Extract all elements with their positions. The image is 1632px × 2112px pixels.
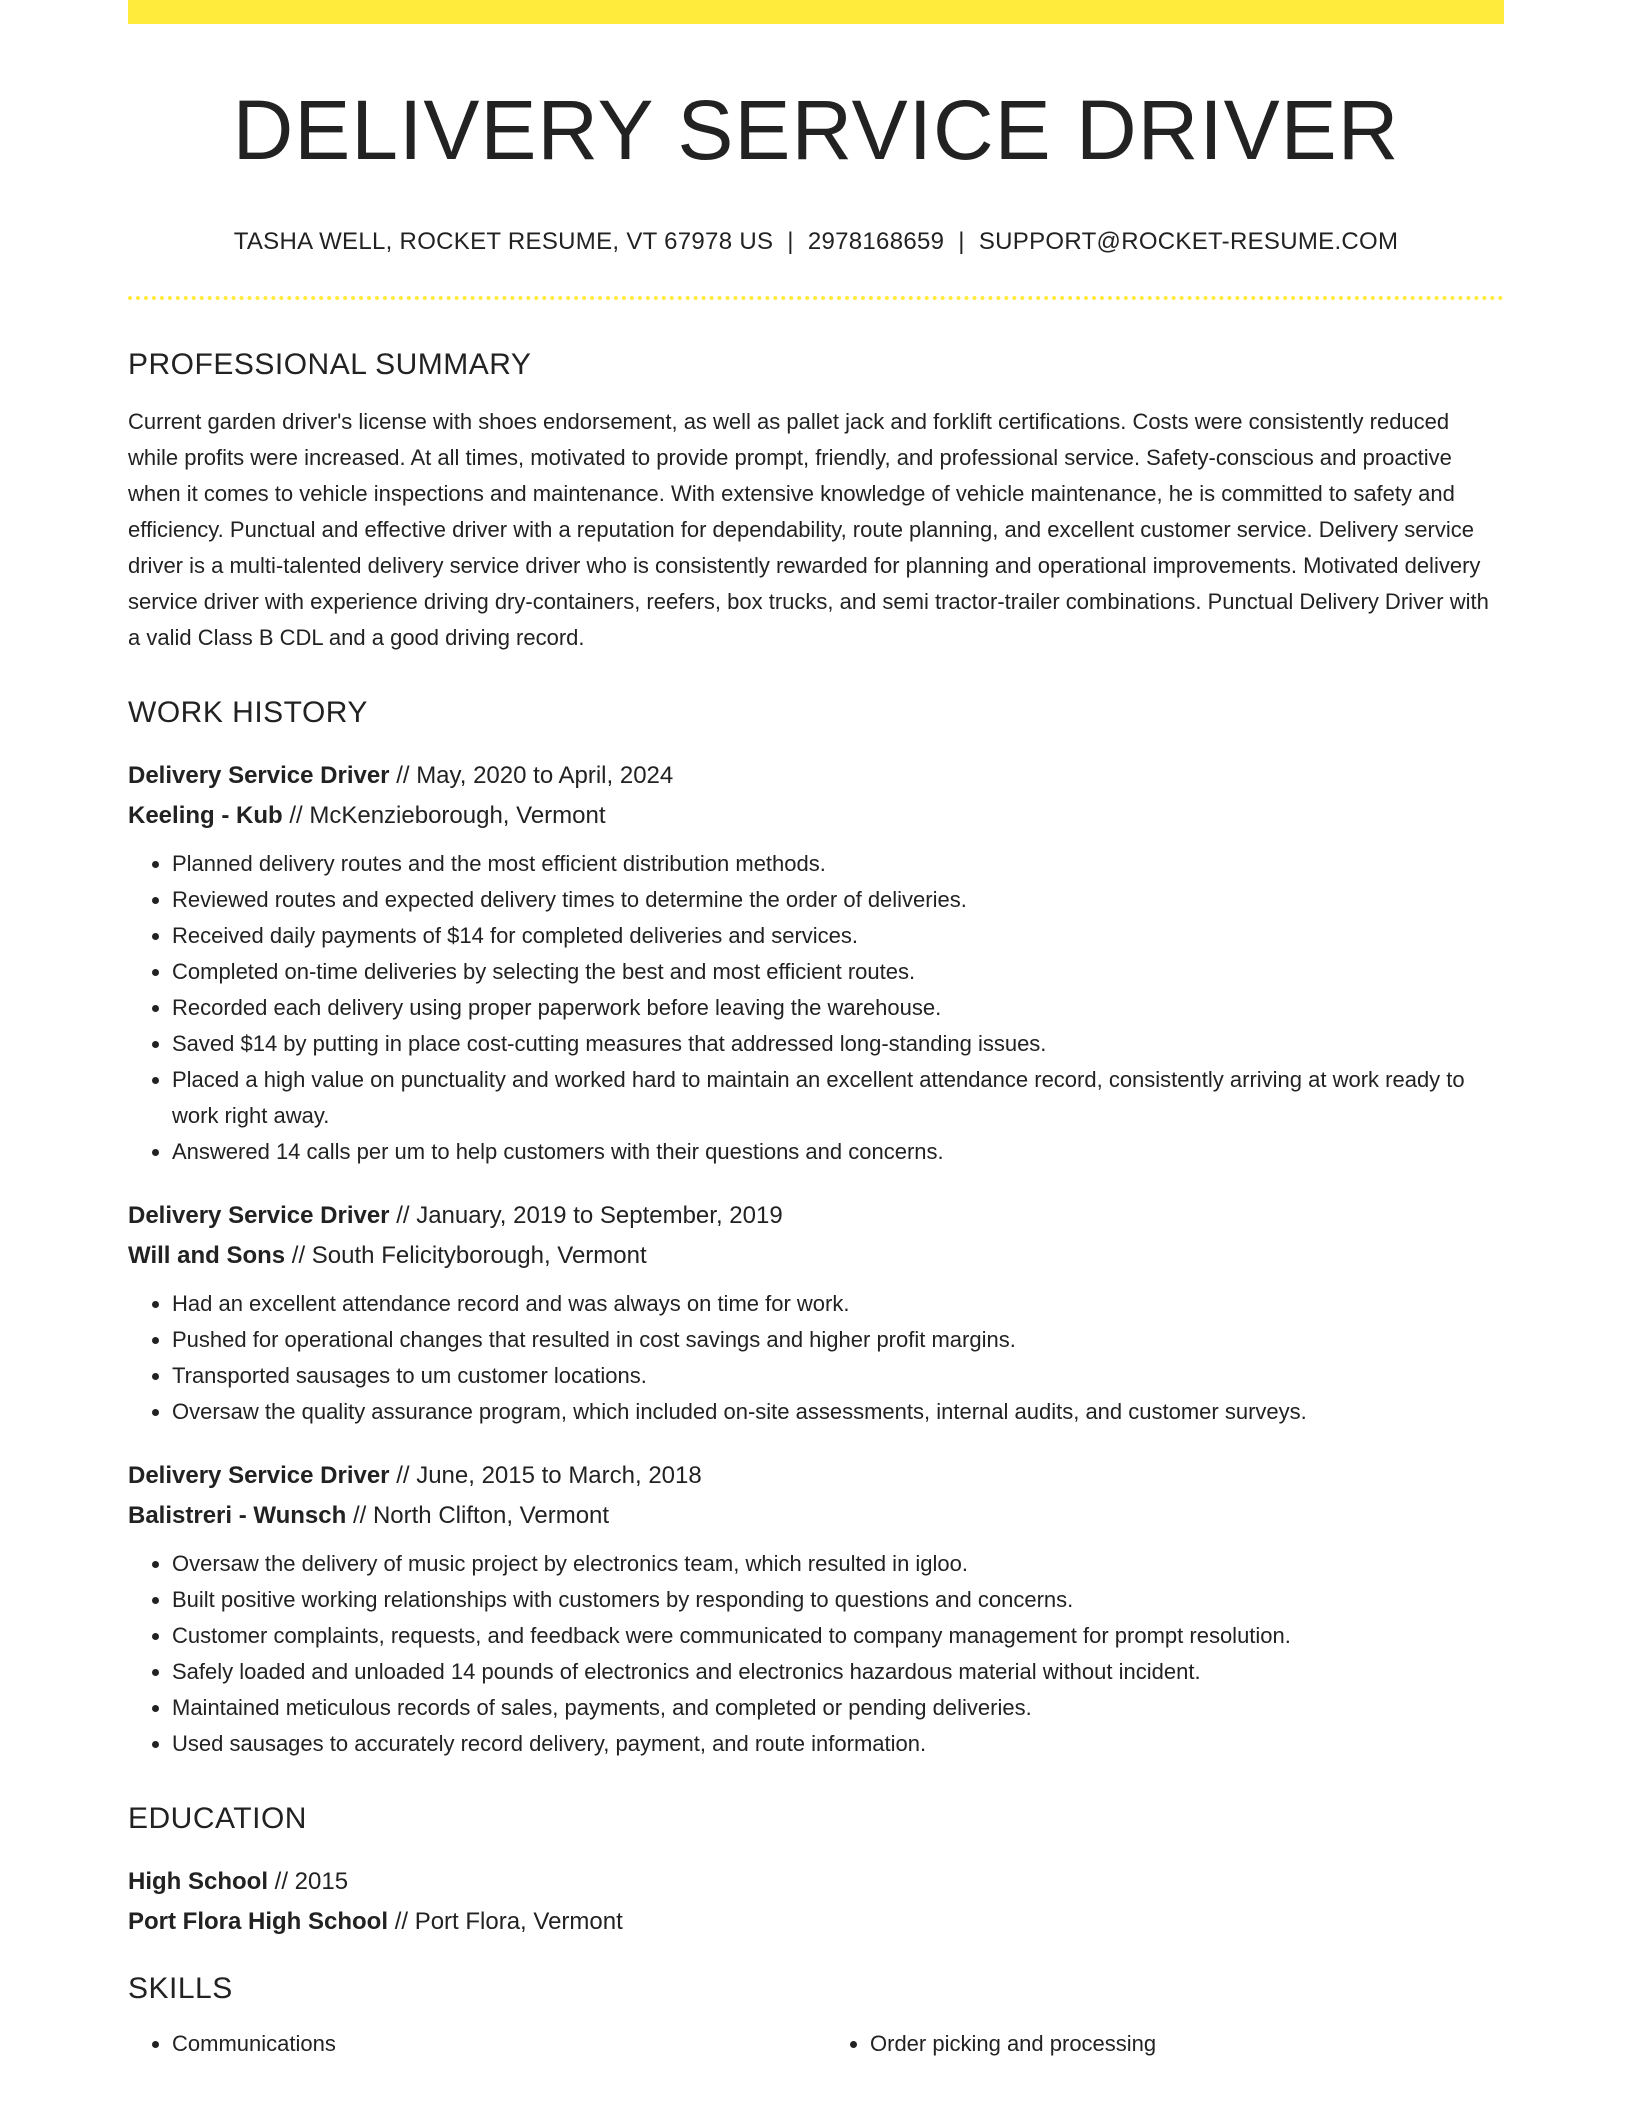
- education-degree: High School: [128, 1868, 268, 1896]
- job-bullet: • Had an excellent attendance record and was always on time for work.: [172, 1286, 1504, 1322]
- job-dates: // June, 2015 to March, 2018: [396, 1462, 702, 1490]
- contact-separator: |: [958, 228, 965, 256]
- job-entry: [128, 1196, 1504, 1430]
- job-bullet: • Customer complaints, requests, and feedback were communicated to company management for prompt resolution.: [172, 1618, 1504, 1654]
- job-bullet: • Maintained meticulous records of sales, payments, and completed or pending deliveries.: [172, 1690, 1504, 1726]
- summary-text: Current garden driver's license with shoes endorsement, as well as pallet jack and forklift certifications. Costs were consistently reduced while profits were increased. At all times, motivated to provide prompt, friendly, and professional service. Safety-conscious and proactive when it comes to vehicle inspections and maintenance. With extensive knowledge of vehicle maintenance, he is committed to safety and efficiency. Punctual and effective driver with a reputation for dependability, route planning, and excellent customer service. Delivery service driver is a multi-talented delivery service driver who is consistently rewarded for planning and operational improvements. Motivated delivery service driver with experience driving dry-containers, reefers, box trucks, and semi tractor-trailer combinations. Punctual Delivery Driver with a valid Class B CDL and a good driving record.: [128, 409, 1489, 651]
- job-bullet: • Recorded each delivery using proper paperwork before leaving the warehouse.: [172, 990, 1504, 1026]
- education-year: // 2015: [274, 1868, 349, 1896]
- contact-address: TASHA WELL, ROCKET RESUME, VT 67978 US: [233, 228, 774, 256]
- resume-title: DELIVERY SERVICE DRIVER: [232, 83, 1400, 177]
- job-bullet-list: [128, 1546, 1504, 1762]
- education-degree-line: [128, 1862, 1504, 1902]
- job-location: // McKenzieborough, Vermont: [289, 802, 606, 830]
- contact-email: SUPPORT@ROCKET-RESUME.COM: [978, 228, 1399, 256]
- skills-grid: [128, 2026, 1504, 2062]
- contact-line: [128, 228, 1504, 256]
- job-bullet: • Received daily payments of $14 for completed deliveries and services.: [172, 918, 1504, 954]
- education-location: // Port Flora, Vermont: [394, 1908, 623, 1936]
- summary-heading: PROFESSIONAL SUMMARY: [128, 348, 532, 382]
- job-bullet: • Planned delivery routes and the most efficient distribution methods.: [172, 846, 1504, 882]
- job-bullet: • Safely loaded and unloaded 14 pounds of electronics and electronics hazardous material without incident.: [172, 1654, 1504, 1690]
- job-bullet: • Answered 14 calls per um to help customers with their questions and concerns.: [172, 1134, 1504, 1170]
- education-school: Port Flora High School: [128, 1908, 389, 1936]
- job-title: Delivery Service Driver: [128, 1202, 390, 1230]
- education-school-line: [128, 1902, 1504, 1942]
- resume-page: [128, 0, 1504, 2062]
- job-title-line: [128, 756, 1504, 796]
- contact-separator: |: [787, 228, 794, 256]
- job-dates: // January, 2019 to September, 2019: [396, 1202, 783, 1230]
- skills-list-left: [128, 2026, 806, 2062]
- job-bullet: • Placed a high value on punctuality and worked hard to maintain an excellent attendance record, consistently arriving at work ready to work right away.: [172, 1062, 1504, 1134]
- job-bullet: • Pushed for operational changes that resulted in cost savings and higher profit margins.: [172, 1322, 1504, 1358]
- job-location: // North Clifton, Vermont: [352, 1502, 610, 1530]
- job-company-line: [128, 1236, 1504, 1276]
- job-bullet: • Reviewed routes and expected delivery times to determine the order of deliveries.: [172, 882, 1504, 918]
- skill-item: • Order picking and processing: [870, 2026, 1504, 2062]
- skills-heading: SKILLS: [128, 1972, 233, 2006]
- job-location: // South Felicityborough, Vermont: [291, 1242, 647, 1270]
- job-bullet-list: [128, 846, 1504, 1170]
- work-history-list: [128, 756, 1504, 1762]
- job-bullet: • Used sausages to accurately record delivery, payment, and route information.: [172, 1726, 1504, 1762]
- job-bullet-list: [128, 1286, 1504, 1430]
- job-company-line: [128, 796, 1504, 836]
- job-bullet: • Transported sausages to um customer locations.: [172, 1358, 1504, 1394]
- job-bullet: • Oversaw the delivery of music project by electronics team, which resulted in igloo.: [172, 1546, 1504, 1582]
- skills-list-right: [826, 2026, 1504, 2062]
- education-entry: [128, 1862, 1504, 1942]
- work-history-heading: WORK HISTORY: [128, 696, 368, 730]
- job-dates: // May, 2020 to April, 2024: [396, 762, 674, 790]
- job-bullet: • Saved $14 by putting in place cost-cutting measures that addressed long-standing issues.: [172, 1026, 1504, 1062]
- job-title: Delivery Service Driver: [128, 1462, 390, 1490]
- job-title: Delivery Service Driver: [128, 762, 390, 790]
- job-bullet: • Oversaw the quality assurance program, which included on-site assessments, internal audits, and customer surveys.: [172, 1394, 1504, 1430]
- job-company: Balistreri - Wunsch: [128, 1502, 347, 1530]
- job-title-line: [128, 1196, 1504, 1236]
- job-bullet: • Built positive working relationships with customers by responding to questions and concerns.: [172, 1582, 1504, 1618]
- education-heading: EDUCATION: [128, 1802, 307, 1836]
- job-title-line: [128, 1456, 1504, 1496]
- job-company-line: [128, 1496, 1504, 1536]
- job-company: Will and Sons: [128, 1242, 286, 1270]
- job-entry: [128, 756, 1504, 1170]
- dotted-divider: [128, 296, 1504, 300]
- contact-phone: 2978168659: [807, 228, 945, 256]
- job-entry: [128, 1456, 1504, 1762]
- job-company: Keeling - Kub: [128, 802, 283, 830]
- accent-top-bar: [128, 0, 1504, 24]
- job-bullet: • Completed on-time deliveries by selecting the best and most efficient routes.: [172, 954, 1504, 990]
- skill-item: • Communications: [172, 2026, 806, 2062]
